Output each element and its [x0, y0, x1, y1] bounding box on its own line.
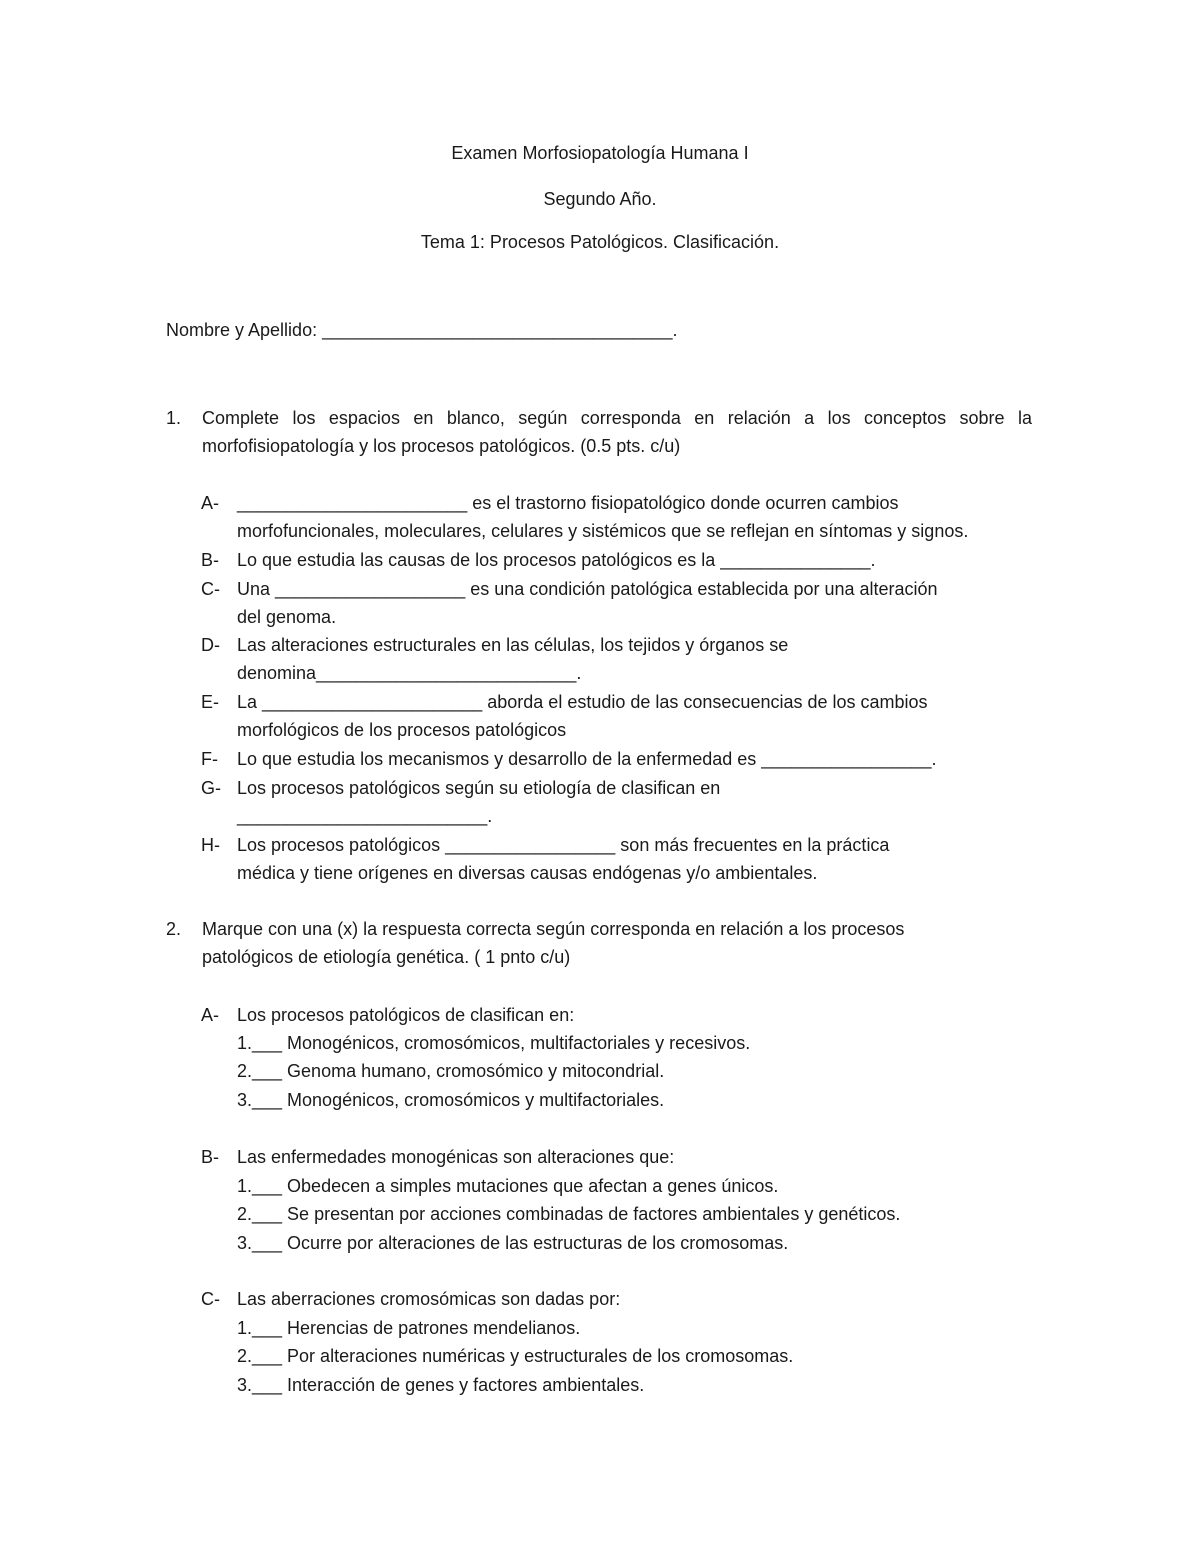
q2-a-option-1[interactable]: 1.___ Monogénicos, cromosómicos, multifactoriales y recesivos. [237, 1033, 751, 1053]
q1-item-h-line2: médica y tiene orígenes en diversas causas endógenas y/o ambientales. [237, 863, 818, 883]
q1-item-d-line2[interactable]: denomina__________________________. [237, 663, 582, 683]
question-2-prompt-line1: Marque con una (x) la respuesta correcta según corresponda en relación a los procesos [202, 919, 905, 939]
q1-item-g-line2[interactable]: _________________________. [237, 806, 493, 826]
q1-item-letter-d: D- [201, 635, 220, 655]
q1-item-e-line1[interactable]: La ______________________ aborda el estudio de las consecuencias de los cambios [237, 692, 928, 712]
q2-b-option-2[interactable]: 2.___ Se presentan por acciones combinadas de factores ambientales y genéticos. [237, 1204, 901, 1224]
q1-item-letter-g: G- [201, 778, 221, 798]
question-2-number: 2. [166, 919, 182, 939]
q2-a-option-2[interactable]: 2.___ Genoma humano, cromosómico y mitocondrial. [237, 1061, 665, 1081]
exam-topic: Tema 1: Procesos Patológicos. Clasificación. [420, 232, 780, 252]
q1-item-letter-f: F- [201, 749, 218, 769]
q1-item-letter-c: C- [201, 579, 220, 599]
q2-item-b-stem: Las enfermedades monogénicas son alteraciones que: [237, 1147, 675, 1167]
q1-item-d-line1: Las alteraciones estructurales en las células, los tejidos y órganos se [237, 635, 789, 655]
q2-c-option-2[interactable]: 2.___ Por alteraciones numéricas y estructurales de los cromosomas. [237, 1346, 794, 1366]
q1-item-g-line1: Los procesos patológicos según su etiología de clasifican en [237, 778, 721, 798]
q1-item-letter-b: B- [201, 550, 219, 570]
question-2-prompt-line2: patológicos de etiología genética. ( 1 pnto c/u) [202, 947, 571, 967]
q1-item-letter-e: E- [201, 692, 219, 712]
q2-b-option-1[interactable]: 1.___ Obedecen a simples mutaciones que afectan a genes únicos. [237, 1176, 779, 1196]
q2-b-option-3[interactable]: 3.___ Ocurre por alteraciones de las estructuras de los cromosomas. [237, 1233, 789, 1253]
q1-item-letter-a: A- [201, 493, 219, 513]
q2-item-c-stem: Las aberraciones cromosómicas son dadas por: [237, 1289, 621, 1309]
q1-item-a-line1[interactable]: _______________________ es el trastorno fisiopatológico donde ocurren cambios [237, 493, 899, 513]
q1-item-a-line2: morfofuncionales, moleculares, celulares y sistémicos que se reflejan en síntomas y signos. [237, 521, 969, 541]
q2-c-option-3[interactable]: 3.___ Interacción de genes y factores ambientales. [237, 1375, 645, 1395]
q1-item-e-line2: morfológicos de los procesos patológicos [237, 720, 567, 740]
q2-item-a-stem: Los procesos patológicos de clasifican en: [237, 1005, 575, 1025]
q2-item-letter-b: B- [201, 1147, 219, 1167]
q2-c-option-1[interactable]: 1.___ Herencias de patrones mendelianos. [237, 1318, 581, 1338]
exam-year: Segundo Año. [543, 189, 657, 209]
q1-item-f-line1[interactable]: Lo que estudia los mecanismos y desarrollo de la enfermedad es _________________. [237, 749, 937, 769]
question-1-prompt-line1: Complete los espacios en blanco, según corresponda en relación a los conceptos sobre la [202, 408, 1032, 428]
q1-item-c-line1[interactable]: Una ___________________ es una condición patológica establecida por una alteración [237, 579, 938, 599]
question-1-number: 1. [166, 408, 182, 428]
q2-item-letter-a: A- [201, 1005, 219, 1025]
q1-item-b-line1[interactable]: Lo que estudia las causas de los procesos patológicos es la _______________. [237, 550, 876, 570]
q1-item-letter-h: H- [201, 835, 220, 855]
q1-item-h-line1[interactable]: Los procesos patológicos _________________ son más frecuentes en la práctica [237, 835, 890, 855]
q2-a-option-3[interactable]: 3.___ Monogénicos, cromosómicos y multifactoriales. [237, 1090, 665, 1110]
q2-item-letter-c: C- [201, 1289, 220, 1309]
student-name-field[interactable]: Nombre y Apellido: ___________________________________. [166, 320, 678, 340]
exam-title: Examen Morfosiopatología Humana I [451, 143, 749, 163]
question-1-prompt-line2: morfofisiopatología y los procesos patológicos. (0.5 pts. c/u) [202, 436, 681, 456]
q1-item-c-line2: del genoma. [237, 607, 337, 627]
